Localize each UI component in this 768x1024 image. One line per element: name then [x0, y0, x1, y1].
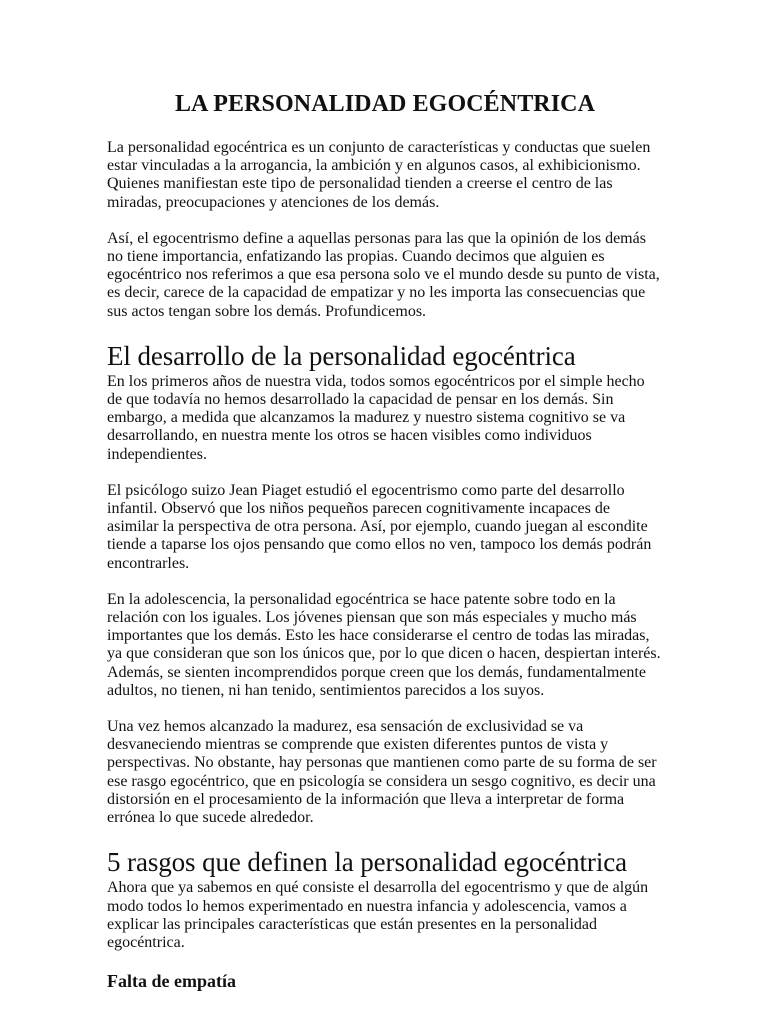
development-paragraph-1: En los primeros años de nuestra vida, todos somos egocéntricos por el simple hecho de que todavía no hemos desarrollado la capacidad de pensar en los demás. Sin embargo, a medida que alcanzamos la madurez y nuestro sistema cognitivo se va desarrollando, en nuestra mente los otros se hacen visibles como individuos independientes. — [107, 372, 645, 463]
document-title: LA PERSONALIDAD EGOCÉNTRICA — [174, 91, 596, 117]
development-paragraph-2: El psicólogo suizo Jean Piaget estudió el egocentrismo como parte del desarrollo infantil. Observó que los niños pequeños parecen cognitivamente incapaces de asimilar la perspectiva de otra persona. Así, por ejemplo, cuando juegan al escondite tiende a taparse los ojos pensando que como ellos no ven, tampoco los demás podrán encontrarles. — [107, 481, 652, 572]
traits-paragraph-1: Ahora que ya sabemos en qué consiste el desarrolla del egocentrismo y que de algún modo todos lo hemos experimentado en nuestra infancia y adolescencia, vamos a explicar las principales características que están presentes en la personalidad egocéntrica. — [107, 879, 649, 951]
subheading-lack-of-empathy: Falta de empatía — [107, 971, 236, 992]
intro-paragraph-2: Así, el egocentrismo define a aquellas personas para las que la opinión de los demás no tiene importancia, enfatizando las propias. Cuando decimos que alguien es egocéntrico nos referimos a que esa persona solo ve el mundo desde su punto de vista, es decir, carece de la capacidad de empatizar y no les importa las consecuencias que sus actos tengan sobre los demás. Profundicemos. — [107, 229, 660, 320]
development-paragraph-4: Una vez hemos alcanzado la madurez, esa sensación de exclusividad se va desvaneciendo mientras se comprende que existen diferentes puntos de vista y perspectivas. No obstante, hay personas que mantienen como parte de su forma de ser ese rasgo egocéntrico, que en psicología se considera un sesgo cognitivo, es decir una distorsión en el procesamiento de la información que lleva a interpretar de forma errónea lo que sucede alrededor. — [107, 718, 657, 827]
development-paragraph-3: En la adolescencia, la personalidad egocéntrica se hace patente sobre todo en la relación con los iguales. Los jóvenes piensan que son más especiales y mucho más importantes que los demás. Esto les hace considerarse el centro de todas las miradas, ya que consideran que son los únicos que, por lo que dicen o hacen, despiertan interés. Además, se sienten incomprendidos porque creen que los demás, fundamentalmente adultos, no tienen, ni han tenido, sentimientos parecidos a los suyos. — [107, 590, 661, 699]
section-heading-development: El desarrollo de la personalidad egocéntrica — [107, 340, 576, 371]
document-page — [107, 88, 663, 992]
intro-paragraph-1: La personalidad egocéntrica es un conjunto de características y conductas que suelen estar vinculadas a la arrogancia, la ambición y en algunos casos, al exhibicionismo. Quienes manifiestan este tipo de personalidad tienden a creerse el centro de las miradas, preocupaciones y atenciones de los demás. — [107, 139, 651, 211]
section-heading-traits: 5 rasgos que definen la personalidad egocéntrica — [107, 847, 627, 878]
